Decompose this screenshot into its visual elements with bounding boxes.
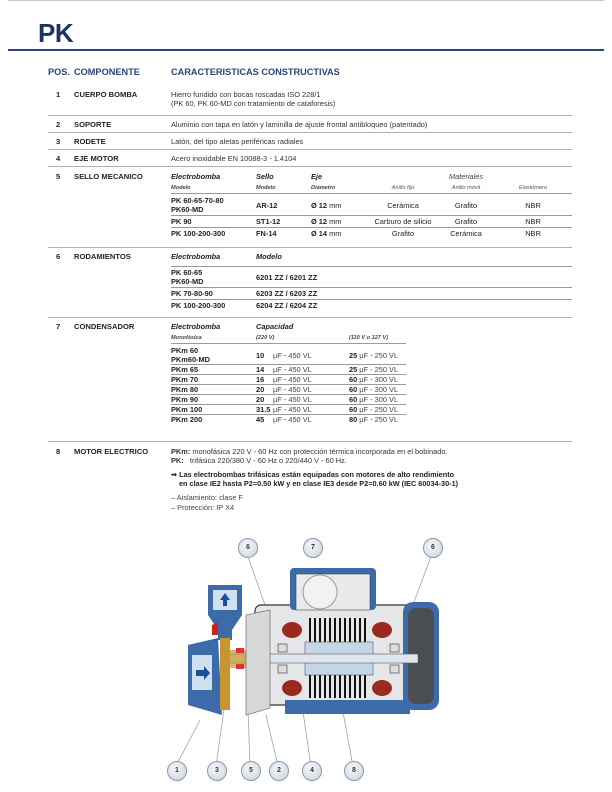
seal-header-pump: Electrobomba <box>171 172 221 181</box>
capacitance-spec: µF - 450 VL <box>273 385 312 394</box>
capacitance-220v <box>256 375 312 384</box>
capacitance-value: 20 <box>256 395 265 404</box>
page-title: PK <box>38 18 74 48</box>
capacitance-110v <box>349 365 398 374</box>
capacitance-spec: µF - 450 VL <box>273 375 312 384</box>
row-divider <box>48 441 572 442</box>
callout-6: 6 <box>423 538 443 558</box>
motor-base <box>285 700 410 714</box>
top-rule <box>8 0 604 1</box>
header-pos: POS. <box>48 67 70 77</box>
bearing-pump-model: PK 70-80-90 <box>171 289 213 298</box>
motor-bracket <box>246 610 270 715</box>
capacitance-spec: µF - 450 VL <box>273 395 312 404</box>
capacitance-spec: µF - 450 VL <box>273 415 312 424</box>
capacitance-value: 25 <box>349 365 358 374</box>
capacitance-220v <box>256 415 312 424</box>
capacitance-110v <box>349 415 398 424</box>
shaft-unit: mm <box>329 217 342 226</box>
capacitance-value: 45 <box>256 415 265 424</box>
capacitance-spec: µF - 300 VL <box>359 385 399 394</box>
capacitance-spec: µF - 450 VL <box>273 351 312 360</box>
fixed-ring-material: Carburo de silicio <box>374 217 432 226</box>
capacitor-pump-model: PKm60-MD <box>171 355 211 364</box>
seal-pump-model: PK 100-200-300 <box>171 229 226 238</box>
shaft-unit: mm <box>329 201 342 210</box>
bearing <box>390 665 399 673</box>
component-row-6 <box>48 252 572 314</box>
bearings-header-rule <box>171 266 572 267</box>
capacitance-220v <box>256 395 312 404</box>
capacitor-pump-model: PKm 100 <box>171 405 203 414</box>
capacitor-pump-model: PKm 70 <box>171 375 199 384</box>
row-divider <box>48 247 572 248</box>
capacitance-value: 16 <box>256 375 265 384</box>
seal-subheader-fixed-ring: Anillo fijo <box>391 185 415 191</box>
seal-header-rule <box>171 193 572 194</box>
component-row-7 <box>48 322 572 437</box>
bearing-model: 6204 ZZ / 6204 ZZ <box>256 301 318 310</box>
capacitance-spec: µF - 450 VL <box>273 405 312 414</box>
component-name: CONDENSADOR <box>74 322 135 331</box>
capacitance-220v <box>256 405 312 414</box>
capacitor-pump-model: PKm 65 <box>171 365 199 374</box>
pos-number: 2 <box>56 120 61 129</box>
pk-description: trifásica 220/380 V - 60 Hz o 220/440 V - 60 Hz. <box>189 456 347 465</box>
capacitor-subheader-single-phase: Monofásica <box>171 335 202 341</box>
capacitance-spec: µF - 450 VL <box>273 365 312 374</box>
description-line: Hierro fundido con bocas roscadas ISO 228/1 <box>171 90 321 99</box>
description-line: Latón, del tipo aletas periféricas radiales <box>171 137 304 146</box>
elastomer-material: NBR <box>525 201 541 210</box>
seal-subheader-moving-ring: Anillo móvil <box>451 185 481 191</box>
callout-8: 8 <box>344 761 364 781</box>
component-name: SELLO MECANICO <box>74 172 143 181</box>
arrow-bullet-icon: ➡ <box>171 470 178 479</box>
component-name: CUERPO BOMBA <box>74 90 138 99</box>
capacitance-value: 80 <box>349 415 358 424</box>
capacitance-spec: µF - 250 VL <box>359 351 399 360</box>
capacitance-value: 31.5 <box>256 405 271 414</box>
efficiency-note-line: Las electrobombas trifásicas están equipadas con motores de alto rendimiento <box>179 470 455 479</box>
component-name: EJE MOTOR <box>74 154 119 163</box>
seal-subheader-diameter: Diámetro <box>311 185 336 191</box>
pos-number: 6 <box>56 252 61 261</box>
bearing <box>278 644 287 652</box>
capacitance-value: 25 <box>349 351 358 360</box>
capacitor-pump-model: PKm 60 <box>171 346 199 355</box>
seal-header-materials: Materiales <box>448 172 484 181</box>
capacitance-spec: µF - 250 VL <box>359 405 399 414</box>
capacitance-110v <box>349 385 398 394</box>
pump-cutaway-illustration <box>160 530 460 785</box>
capacitance-spec: µF - 300 VL <box>359 375 399 384</box>
shaft-diameter: Ø 12 <box>311 217 328 226</box>
callout-3: 3 <box>207 761 227 781</box>
bearing-pump-model: PK 60-65 <box>171 268 203 277</box>
callout-6: 6 <box>238 538 258 558</box>
bearing <box>278 665 287 673</box>
pos-number: 1 <box>56 90 61 99</box>
capacitance-220v <box>256 365 312 374</box>
seal-subheader-model: Modelo <box>256 185 276 191</box>
seal-pump-model: PK60-MD <box>171 205 204 214</box>
callout-4: 4 <box>302 761 322 781</box>
capacitance-110v <box>349 405 398 414</box>
capacitance-110v <box>349 375 398 384</box>
winding <box>372 622 392 638</box>
component-name: MOTOR ELECTRICO <box>74 447 149 456</box>
component-row-5 <box>48 172 572 247</box>
fixed-ring-material: Cerámica <box>387 201 419 210</box>
bearing-pump-model: PK 100-200-300 <box>171 301 226 310</box>
header-component: COMPONENTE <box>74 67 140 77</box>
fixed-ring-material: Grafito <box>391 229 415 238</box>
bearings-row-rule <box>171 287 572 288</box>
protection-rating: – Protección: IP X4 <box>171 503 235 512</box>
seal-pump-model: PK 60-65-70-80 <box>171 196 224 205</box>
row-divider <box>48 115 572 116</box>
pos-number: 8 <box>56 447 61 456</box>
bearing-model: 6203 ZZ / 6203 ZZ <box>256 289 318 298</box>
mechanical-seal <box>236 664 244 669</box>
elastomer-material: NBR <box>525 217 541 226</box>
pkm-description: monofásica 220 V - 60 Hz con protección térmica incorporada en el bobinado. <box>192 447 448 456</box>
bearings-header-model: Modelo <box>256 252 282 261</box>
capacitance-value: 60 <box>349 405 358 414</box>
shaft-diameter: Ø 12 <box>311 201 328 210</box>
shaft-unit: mm <box>329 229 342 238</box>
pkm-label: PKm: <box>171 447 191 456</box>
pk-label: PK: <box>171 456 184 465</box>
capacitor-pump-model: PKm 90 <box>171 395 199 404</box>
capacitance-spec: µF - 250 VL <box>359 365 399 374</box>
header-characteristics: CARACTERISTICAS CONSTRUCTIVAS <box>171 67 340 77</box>
seal-header-shaft: Eje <box>311 172 323 181</box>
shaft-diameter: Ø 14 <box>311 229 328 238</box>
callout-2: 2 <box>269 761 289 781</box>
efficiency-note-line: en clase IE2 hasta P2=0.50 kW y en clase IE3 desde P2=0.60 kW (IEC 60034-30-1) <box>179 479 459 488</box>
capacitor-subheader-220v: (220 V) <box>256 335 275 341</box>
capacitor-header-pump: Electrobomba <box>171 322 221 331</box>
capacitance-value: 14 <box>256 365 265 374</box>
bearing-pump-model: PK60-MD <box>171 277 204 286</box>
seal-pump-model: PK 90 <box>171 217 192 226</box>
capacitance-value: 60 <box>349 395 358 404</box>
seal-model: ST1-12 <box>256 217 281 226</box>
seal-row-rule <box>171 215 572 216</box>
winding <box>372 680 392 696</box>
moving-ring-material: Grafito <box>454 201 478 210</box>
pos-number: 4 <box>56 154 61 163</box>
seal-model: AR-12 <box>256 201 278 210</box>
component-row-8 <box>48 447 572 522</box>
capacitor-pump-model: PKm 80 <box>171 385 199 394</box>
capacitor-header-capacity: Capacidad <box>256 322 294 331</box>
bearings-row-rule <box>171 299 572 300</box>
description-line: (PK 60, PK 60-MD con tratamiento de cataforesis) <box>171 99 336 108</box>
seal-model: FN-14 <box>256 229 277 238</box>
component-name: RODETE <box>74 137 106 146</box>
callout-7: 7 <box>303 538 323 558</box>
capacitance-spec: µF - 300 VL <box>359 395 399 404</box>
pos-number: 3 <box>56 137 61 146</box>
description-line: Aluminio con tapa en latón y laminilla de ajuste frontal antibloqueo (patentado) <box>171 120 428 129</box>
capacitor-shape <box>303 575 337 609</box>
elastomer-material: NBR <box>525 229 541 238</box>
bearing <box>390 644 399 652</box>
row-divider <box>48 317 572 318</box>
seal-subheader-model: Modelo <box>171 185 191 191</box>
pos-number: 5 <box>56 172 61 181</box>
capacitance-value: 60 <box>349 375 358 384</box>
pos-number: 7 <box>56 322 61 331</box>
plug <box>212 622 218 635</box>
callout-5: 5 <box>241 761 261 781</box>
bearing-model: 6201 ZZ / 6201 ZZ <box>256 273 318 282</box>
description-line: Acero inoxidable EN 10088-3 - 1.4104 <box>171 154 297 163</box>
capacitance-value: 20 <box>256 385 265 394</box>
row-divider <box>48 132 572 133</box>
seal-header-seal: Sello <box>256 172 274 181</box>
moving-ring-material: Grafito <box>454 217 478 226</box>
winding <box>282 680 302 696</box>
seal-row-rule <box>171 227 572 228</box>
capacitance-value: 10 <box>256 351 265 360</box>
winding <box>282 622 302 638</box>
row-divider <box>48 149 572 150</box>
capacitance-220v <box>256 385 312 394</box>
capacitance-spec: µF - 250 VL <box>359 415 399 424</box>
bearings-header-pump: Electrobomba <box>171 252 221 261</box>
capacitor-subheader-110v: (110 V o 127 V) <box>349 335 389 341</box>
insulation-class: – Aislamiento: clase F <box>171 493 243 502</box>
capacitance-220v <box>256 351 312 360</box>
callout-1: 1 <box>167 761 187 781</box>
impeller <box>220 638 230 710</box>
capacitance-110v <box>349 351 398 360</box>
capacitor-header-rule <box>171 343 406 344</box>
mechanical-seal <box>236 648 244 653</box>
capacitance-value: 60 <box>349 385 358 394</box>
capacitor-pump-model: PKm 200 <box>171 415 203 424</box>
title-rule <box>8 49 604 51</box>
pump-cutaway-diagram <box>160 530 460 785</box>
moving-ring-material: Cerámica <box>450 229 482 238</box>
capacitance-110v <box>349 395 398 404</box>
component-name: RODAMIENTOS <box>74 252 131 261</box>
row-divider <box>48 166 572 167</box>
component-name: SOPORTE <box>74 120 112 129</box>
seal-subheader-elastomer: Elastómero <box>518 185 548 191</box>
